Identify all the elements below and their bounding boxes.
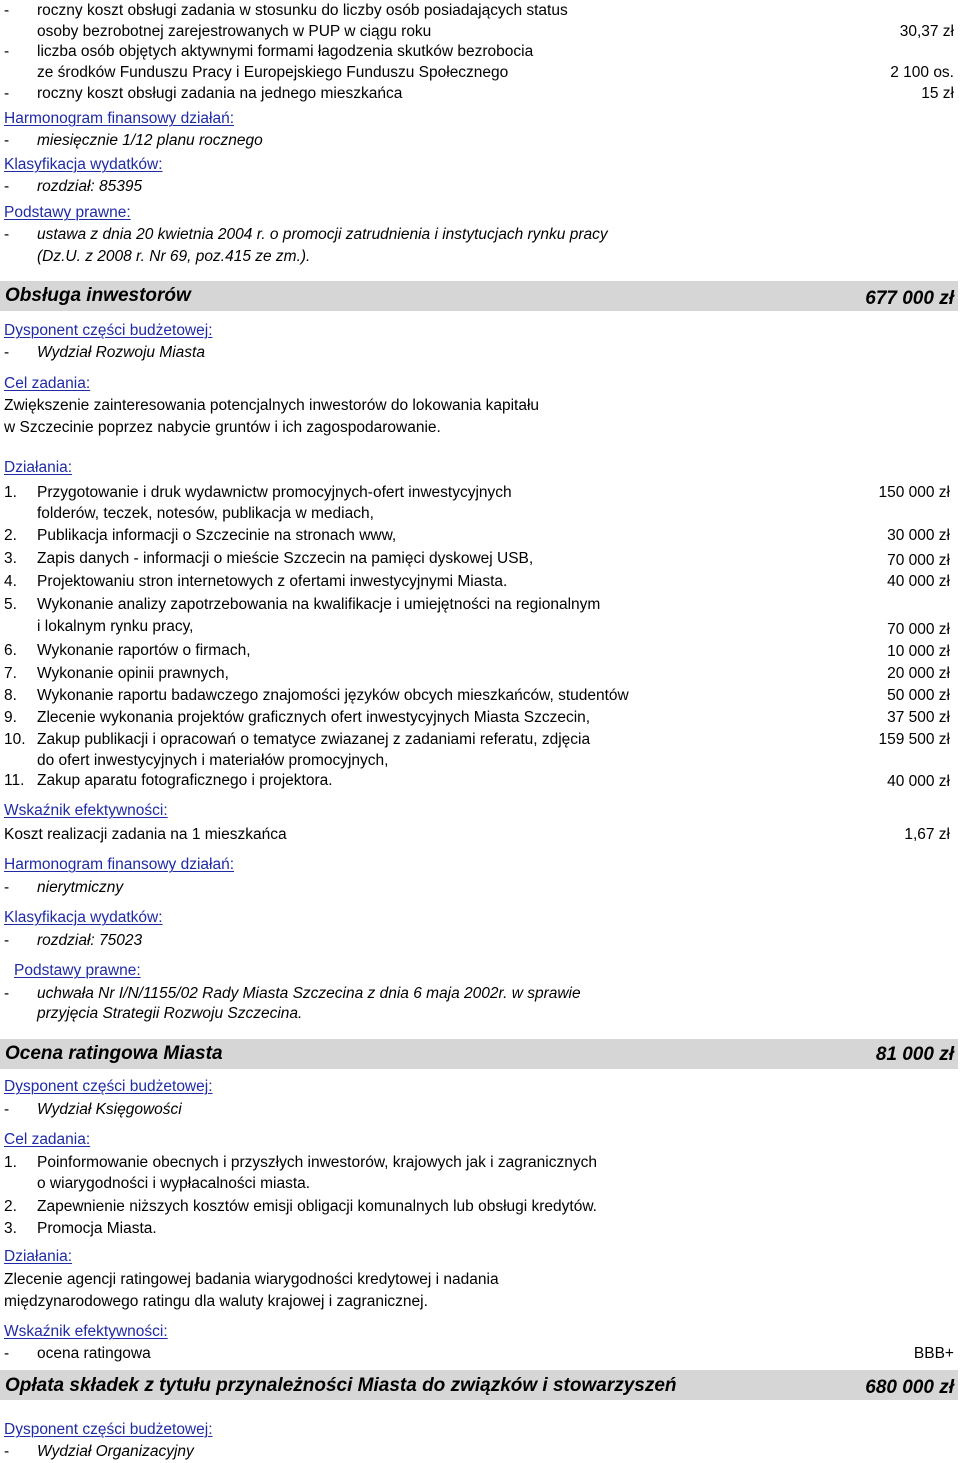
top-line: roczny koszt obsługi zadania na jednego mieszkańca — [37, 85, 403, 102]
action-text: Zlecenie wykonania projektów graficznych ofert inwestycyjnych Miasta Szczecin, — [37, 709, 591, 726]
top-value: 2 100 os. — [890, 64, 954, 81]
dysponent-value: Wydział Organizacyjny — [37, 1443, 194, 1460]
cel-line: Zwiększenie zainteresowania potencjalnych inwestorów do lokowania kapitału — [4, 397, 540, 414]
section-title: Ocena ratingowa Miasta — [5, 1043, 223, 1064]
wskaznik-text: Koszt realizacji zadania na 1 mieszkańca — [4, 826, 287, 843]
harmonogram-label: Harmonogram finansowy działań: — [4, 110, 235, 127]
dysponent-label: Dysponent części budżetowej: — [4, 1421, 213, 1438]
action-number: 3. — [4, 550, 17, 567]
cel-label: Cel zadania: — [4, 1131, 91, 1148]
top-line: roczny koszt obsługi zadania w stosunku do liczby osób posiadających status — [37, 2, 568, 19]
action-text: Zakup aparatu fotograficznego i projektora. — [37, 772, 333, 789]
action-value: 40 000 zł — [887, 773, 950, 790]
dash: - — [4, 985, 10, 1002]
action-text: Publikacja informacji o Szczecinie na stronach www, — [37, 527, 397, 544]
action-text: Wykonanie analizy zapotrzebowania na kwalifikacje i umiejętności na regionalnym — [37, 596, 601, 613]
cel-item: Zapewnienie niższych kosztów emisji obligacji komunalnych lub obsługi kredytów. — [37, 1198, 597, 1215]
top-line: osoby bezrobotnej zarejestrowanych w PUP w ciągu roku — [37, 23, 432, 40]
dysponent-value: Wydział Rozwoju Miasta — [37, 344, 205, 361]
action-text-cont: folderów, teczek, notesów, publikacja w mediach, — [37, 505, 374, 522]
dash: - — [4, 178, 10, 195]
wskaznik-value: BBB+ — [913, 1345, 954, 1362]
section-title: Obsługa inwestorów — [5, 285, 191, 306]
section-amount: 81 000 zł — [875, 1044, 954, 1065]
cel-item: Poinformowanie obecnych i przyszłych inwestorów, krajowych jak i zagranicznych — [37, 1154, 597, 1171]
dash: - — [4, 932, 10, 949]
action-value: 20 000 zł — [887, 665, 950, 682]
cel-item: Promocja Miasta. — [37, 1220, 157, 1237]
action-number: 6. — [4, 642, 17, 659]
action-value: 50 000 zł — [887, 687, 950, 704]
dash: - — [4, 344, 10, 361]
cel-label: Cel zadania: — [4, 375, 91, 392]
action-text: Wykonanie raportów o firmach, — [37, 642, 251, 659]
top-line: ze środków Funduszu Pracy i Europejskiego Funduszu Społecznego — [37, 64, 509, 81]
action-value: 40 000 zł — [887, 573, 950, 590]
harmonogram-item: miesięcznie 1/12 planu rocznego — [37, 132, 263, 149]
action-number: 7. — [4, 665, 17, 682]
action-number: 9. — [4, 709, 17, 726]
action-number: 11. — [4, 772, 25, 789]
action-value: 10 000 zł — [887, 643, 950, 660]
action-value: 30 000 zł — [887, 527, 950, 544]
dash: - — [4, 85, 10, 102]
cel-item-cont: o wiarygodności i wypłacalności miasta. — [37, 1175, 311, 1192]
cel-line: w Szczecinie poprzez nabycie gruntów i ich zagospodarowanie. — [4, 419, 441, 436]
action-value: 70 000 zł — [887, 552, 950, 569]
dash: - — [4, 879, 10, 896]
action-text: Projektowaniu stron internetowych z ofertami inwestycyjnymi Miasta. — [37, 573, 508, 590]
action-text: Zapis danych - informacji o mieście Szczecin na pamięci dyskowej USB, — [37, 550, 534, 567]
dash: - — [4, 2, 10, 19]
cel-number: 2. — [4, 1198, 17, 1215]
action-value: 37 500 zł — [887, 709, 950, 726]
cel-number: 3. — [4, 1220, 17, 1237]
dash: - — [4, 132, 10, 149]
action-value: 159 500 zł — [878, 731, 950, 748]
harmonogram-label: Harmonogram finansowy działań: — [4, 856, 235, 873]
action-value: 150 000 zł — [878, 484, 950, 501]
dash: - — [4, 1101, 10, 1118]
action-text-cont: i lokalnym rynku pracy, — [37, 618, 194, 635]
dzialania-line: międzynarodowego ratingu dla waluty krajowej i zagranicznej. — [4, 1293, 428, 1310]
section-amount: 680 000 zł — [865, 1377, 954, 1398]
action-number: 4. — [4, 573, 17, 590]
podstawy-label: Podstawy prawne: — [14, 962, 141, 979]
dysponent-label: Dysponent części budżetowej: — [4, 322, 213, 339]
dash: - — [4, 43, 10, 60]
top-value: 30,37 zł — [899, 23, 954, 40]
klasyfikacja-label: Klasyfikacja wydatków: — [4, 156, 163, 173]
section-amount: 677 000 zł — [865, 288, 954, 309]
action-text-cont: do ofert inwestycyjnych i materiałów promocyjnych, — [37, 752, 389, 769]
dash: - — [4, 1345, 10, 1362]
klasyfikacja-item: rozdział: 85395 — [37, 178, 143, 195]
wskaznik-label: Wskaźnik efektywności: — [4, 802, 168, 819]
harmonogram-item: nierytmiczny — [37, 879, 124, 896]
action-text: Zakup publikacji i opracowań o tematyce zwiazanej z zadaniami referatu, zdjęcia — [37, 731, 591, 748]
action-text: Wykonanie opinii prawnych, — [37, 665, 229, 682]
action-text: Przygotowanie i druk wydawnictw promocyjnych-ofert inwestycyjnych — [37, 484, 512, 501]
dash: - — [4, 1443, 10, 1460]
podstawy-label: Podstawy prawne: — [4, 204, 131, 221]
action-text: Wykonanie raportu badawczego znajomości języków obcych mieszkańców, studentów — [37, 687, 629, 704]
klasyfikacja-item: rozdział: 75023 — [37, 932, 143, 949]
dysponent-label: Dysponent części budżetowej: — [4, 1078, 213, 1095]
action-number: 8. — [4, 687, 17, 704]
dzialania-label: Działania: — [4, 459, 73, 476]
klasyfikacja-label: Klasyfikacja wydatków: — [4, 909, 163, 926]
podstawy-line: uchwała Nr I/N/1155/02 Rady Miasta Szczecina z dnia 6 maja 2002r. w sprawie — [37, 985, 581, 1002]
dzialania-line: Zlecenie agencji ratingowej badania wiarygodności kredytowej i nadania — [4, 1271, 499, 1288]
cel-number: 1. — [4, 1154, 17, 1171]
top-value: 15 zł — [921, 85, 954, 102]
wskaznik-text: ocena ratingowa — [37, 1345, 151, 1362]
action-value: 70 000 zł — [887, 621, 950, 638]
dash: - — [4, 226, 10, 243]
action-number: 2. — [4, 527, 17, 544]
dysponent-value: Wydział Księgowości — [37, 1101, 182, 1118]
wskaznik-value: 1,67 zł — [904, 826, 950, 843]
action-number: 5. — [4, 596, 17, 613]
section-title: Opłata składek z tytułu przynależności Miasta do związków i stowarzyszeń — [5, 1375, 677, 1396]
top-line: liczba osób objętych aktywnymi formami łagodzenia skutków bezrobocia — [37, 43, 534, 60]
action-number: 1. — [4, 484, 17, 501]
wskaznik-label: Wskaźnik efektywności: — [4, 1323, 168, 1340]
podstawy-line: (Dz.U. z 2008 r. Nr 69, poz.415 ze zm.). — [37, 248, 311, 265]
action-number: 10. — [4, 731, 26, 748]
podstawy-line: przyjęcia Strategii Rozwoju Szczecina. — [37, 1005, 303, 1022]
dzialania-label: Działania: — [4, 1248, 73, 1265]
podstawy-line: ustawa z dnia 20 kwietnia 2004 r. o promocji zatrudnienia i instytucjach rynku pracy — [37, 226, 608, 243]
